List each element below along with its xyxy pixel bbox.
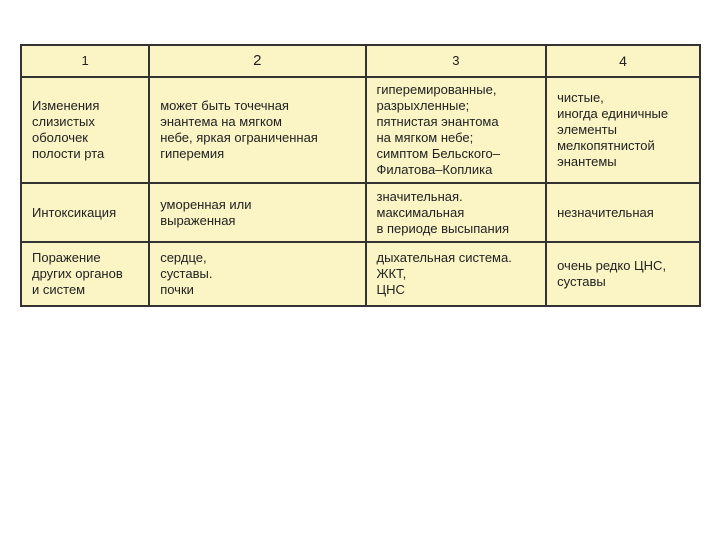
header-cell-1: 1 <box>21 45 149 77</box>
row-label-mucosa: Изменения слизистых оболочек полости рта <box>21 77 149 183</box>
header-cell-4: 4 <box>546 45 700 77</box>
table-cell: чистые, иногда единичные элементы мелкопятнистой энантемы <box>546 77 700 183</box>
table-row <box>21 77 700 183</box>
table-header-row <box>21 45 700 77</box>
table-cell: очень редко ЦНС, суставы <box>546 242 700 306</box>
table-cell: может быть точечная энантема на мягком небе, яркая ограниченная гиперемия <box>149 77 365 183</box>
table-row <box>21 242 700 306</box>
table-cell: дыхательная система. ЖКТ, ЦНС <box>366 242 547 306</box>
table-row <box>21 183 700 242</box>
row-label-organs: Поражение других органов и систем <box>21 242 149 306</box>
table-cell: гиперемированные, разрыхленные; пятнистая энантома на мягком небе; симптом Бельского– Филатова–Коплика <box>366 77 547 183</box>
table-cell: значительная. максимальная в периоде высыпания <box>366 183 547 242</box>
comparison-table <box>20 44 701 307</box>
header-cell-2: 2 <box>149 45 365 77</box>
table-cell: сердце, суставы. почки <box>149 242 365 306</box>
table-cell: умоpенная или выраженная <box>149 183 365 242</box>
header-cell-3: 3 <box>366 45 547 77</box>
row-label-intoxication: Интоксикация <box>21 183 149 242</box>
comparison-table-container <box>20 44 701 307</box>
table-cell: незначительная <box>546 183 700 242</box>
